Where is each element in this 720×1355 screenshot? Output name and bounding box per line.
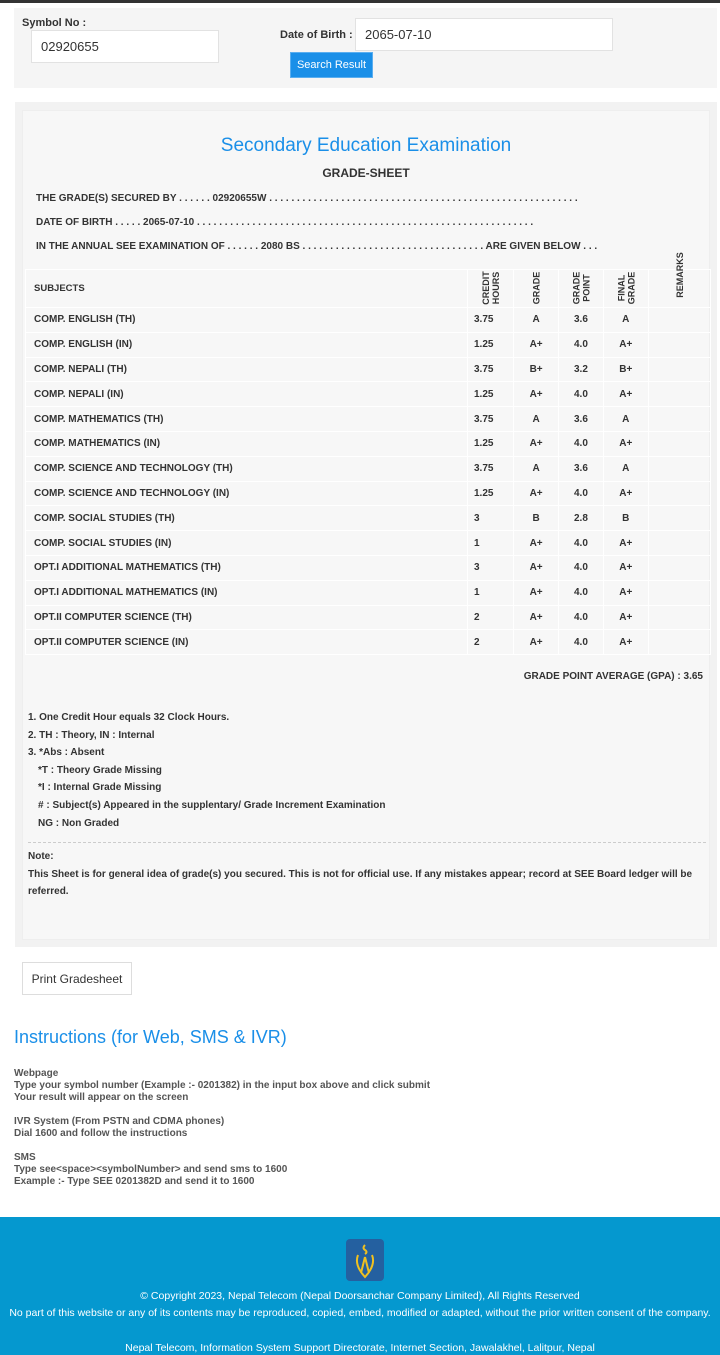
remarks — [648, 308, 710, 333]
note-item: 3. *Abs : Absent — [28, 747, 105, 759]
note-label: Note: — [28, 851, 54, 863]
grades-table — [25, 252, 711, 655]
grade: A+ — [514, 605, 559, 630]
print-gradesheet-button[interactable]: Print Gradesheet — [22, 962, 132, 995]
final-grade: B — [603, 506, 648, 531]
instruction-line: Your result will appear on the screen — [14, 1092, 189, 1103]
instruction-line: Webpage — [14, 1068, 59, 1079]
instruction-block — [14, 1152, 430, 1188]
credit-hours: 1.25 — [468, 332, 514, 357]
credit-hours: 1.25 — [468, 481, 514, 506]
table-row — [26, 407, 711, 432]
grade-point: 4.0 — [559, 580, 604, 605]
credit-hours: 3 — [468, 506, 514, 531]
column-header-label: REMARKS — [674, 252, 685, 298]
subject: COMP. SCIENCE AND TECHNOLOGY (IN) — [26, 481, 468, 506]
column-header — [603, 270, 648, 308]
grade: A+ — [514, 332, 559, 357]
instruction-line: IVR System (From PSTN and CDMA phones) — [14, 1116, 225, 1127]
final-grade: A — [603, 308, 648, 333]
subject: COMP. SCIENCE AND TECHNOLOGY (TH) — [26, 456, 468, 481]
grade: A+ — [514, 630, 559, 655]
grade: A — [514, 456, 559, 481]
instruction-line: Example :- Type SEE 0201382D and send it to 1600 — [14, 1176, 255, 1187]
column-header-label: FINAL GRADE — [615, 271, 636, 305]
nepal-telecom-logo-icon — [346, 1239, 384, 1281]
subject: COMP. MATHEMATICS (IN) — [26, 431, 468, 456]
final-grade: A+ — [603, 332, 648, 357]
remarks — [648, 407, 710, 432]
subject: OPT.II COMPUTER SCIENCE (IN) — [26, 630, 468, 655]
credit-hours: 1 — [468, 531, 514, 556]
credit-hours: 3.75 — [468, 456, 514, 481]
final-grade: A+ — [603, 580, 648, 605]
address: Nepal Telecom, Information System Support Directorate, Internet Section, Jawalakhel, Lalitpur, Nepal — [125, 1342, 595, 1354]
note-text: This Sheet is for general idea of grade(s) you secured. This is not for official use. If any mistakes appear; record at SEE Board ledger will be referred. — [28, 868, 693, 898]
remarks — [648, 332, 710, 357]
final-grade: A+ — [603, 555, 648, 580]
credit-hours: 1.25 — [468, 382, 514, 407]
grade-point: 4.0 — [559, 431, 604, 456]
grade: A+ — [514, 531, 559, 556]
subject: COMP. NEPALI (TH) — [26, 357, 468, 382]
note-item: *I : Internal Grade Missing — [38, 782, 162, 794]
instruction-block — [14, 1068, 430, 1104]
table-row — [26, 431, 711, 456]
final-grade: A — [603, 456, 648, 481]
table-row — [26, 630, 711, 655]
remarks — [648, 506, 710, 531]
table-row — [26, 382, 711, 407]
column-header — [468, 270, 514, 308]
final-grade: A+ — [603, 382, 648, 407]
instruction-line: Type your symbol number (Example :- 0201382) in the input box above and click submit — [14, 1080, 431, 1091]
top-bar — [0, 0, 720, 3]
grade-point: 4.0 — [559, 481, 604, 506]
note-item: # : Subject(s) Appeared in the supplentary/ Grade Increment Examination — [38, 799, 386, 811]
final-grade: B+ — [603, 357, 648, 382]
table-row — [26, 481, 711, 506]
instructions — [14, 1068, 430, 1200]
grade-point: 3.2 — [559, 357, 604, 382]
notes — [28, 709, 706, 901]
grade-point: 4.0 — [559, 531, 604, 556]
instruction-line: Dial 1600 and follow the instructions — [14, 1128, 188, 1139]
final-grade: A+ — [603, 431, 648, 456]
subject: OPT.I ADDITIONAL MATHEMATICS (TH) — [26, 555, 468, 580]
remarks — [648, 605, 710, 630]
credit-hours: 3.75 — [468, 308, 514, 333]
credit-hours: 2 — [468, 605, 514, 630]
table-row — [26, 555, 711, 580]
grade-point: 3.6 — [559, 407, 604, 432]
subject: OPT.I ADDITIONAL MATHEMATICS (IN) — [26, 580, 468, 605]
grade-point: 4.0 — [559, 605, 604, 630]
symbol-input[interactable]: 02920655 — [31, 30, 219, 63]
credit-hours: 2 — [468, 630, 514, 655]
grade: B — [514, 506, 559, 531]
table-row — [26, 332, 711, 357]
grade-point: 4.0 — [559, 555, 604, 580]
grade: A+ — [514, 431, 559, 456]
final-grade: A+ — [603, 481, 648, 506]
table-row — [26, 580, 711, 605]
remarks — [648, 481, 710, 506]
column-header-label: CREDIT HOURS — [480, 271, 501, 305]
table-row — [26, 456, 711, 481]
remarks — [648, 357, 710, 382]
subject: OPT.II COMPUTER SCIENCE (TH) — [26, 605, 468, 630]
secured-by-line: THE GRADE(S) SECURED BY . . . . . . 02920655W . . . . . . . . . . . . . . . . . . . . . . . . . . . . . . . . . . . . . . . . . . . . . . . . . . . . . . . . — [36, 193, 578, 204]
credit-hours: 1 — [468, 580, 514, 605]
remarks — [648, 456, 710, 481]
credit-hours: 3 — [468, 555, 514, 580]
instruction-line: Type see<space><symbolNumber> and send sms to 1600 — [14, 1164, 288, 1175]
grade: A+ — [514, 580, 559, 605]
grade-point: 2.8 — [559, 506, 604, 531]
table-row — [26, 506, 711, 531]
exam-line: IN THE ANNUAL SEE EXAMINATION OF . . . . . . 2080 BS . . . . . . . . . . . . . . . . . . . . . . . . . . . . . . . . . ARE GIVEN BELOW . . . — [36, 241, 598, 252]
search-result-button[interactable]: Search Result — [290, 52, 373, 78]
remarks — [648, 630, 710, 655]
note-item: *T : Theory Grade Missing — [38, 764, 162, 776]
credit-hours: 1.25 — [468, 431, 514, 456]
copyright: © Copyright 2023, Nepal Telecom (Nepal Doorsanchar Company Limited), All Rights Reserved — [140, 1290, 580, 1302]
grade: B+ — [514, 357, 559, 382]
column-header-label: GRADE — [531, 271, 542, 305]
grade: A+ — [514, 382, 559, 407]
remarks — [648, 531, 710, 556]
note-item: 1. One Credit Hour equals 32 Clock Hours. — [28, 712, 230, 723]
final-grade: A+ — [603, 531, 648, 556]
instruction-line: SMS — [14, 1152, 36, 1163]
grade-point: 4.0 — [559, 630, 604, 655]
grade: A — [514, 308, 559, 333]
subject: COMP. SOCIAL STUDIES (TH) — [26, 506, 468, 531]
remarks — [648, 382, 710, 407]
instructions-title: Instructions (for Web, SMS & IVR) — [14, 1027, 287, 1047]
subject: COMP. ENGLISH (IN) — [26, 332, 468, 357]
column-header-label: GRADE POINT — [570, 271, 591, 305]
column-header — [648, 252, 710, 308]
credit-hours: 3.75 — [468, 357, 514, 382]
grade-point: 4.0 — [559, 382, 604, 407]
instruction-block — [14, 1116, 430, 1140]
grade-sheet-heading: GRADE-SHEET — [322, 166, 410, 180]
grade: A+ — [514, 555, 559, 580]
table-row — [26, 357, 711, 382]
grade-point: 3.6 — [559, 456, 604, 481]
subject: COMP. SOCIAL STUDIES (IN) — [26, 531, 468, 556]
table-row — [26, 605, 711, 630]
footer — [0, 1217, 720, 1355]
subject: COMP. NEPALI (IN) — [26, 382, 468, 407]
gpa: GRADE POINT AVERAGE (GPA) : 3.65 — [523, 671, 703, 682]
notice: No part of this website or any of its contents may be reproduced, copied, embed, modified or adapted, without the prior written consent of the company. — [9, 1307, 711, 1319]
remarks — [648, 580, 710, 605]
remarks — [648, 555, 710, 580]
exam-title: Secondary Education Examination — [220, 135, 512, 156]
subject: COMP. MATHEMATICS (TH) — [26, 407, 468, 432]
final-grade: A — [603, 407, 648, 432]
symbol-label: Symbol No : — [22, 17, 87, 29]
grade-point: 4.0 — [559, 332, 604, 357]
grade-sheet — [15, 102, 717, 947]
column-header — [514, 270, 559, 308]
table-row — [26, 308, 711, 333]
dob-label: Date of Birth : — [280, 29, 353, 41]
subject: COMP. ENGLISH (TH) — [26, 308, 468, 333]
remarks — [648, 431, 710, 456]
column-header — [559, 270, 604, 308]
grade: A — [514, 407, 559, 432]
search-form — [14, 8, 717, 88]
dob-line: DATE OF BIRTH . . . . . 2065-07-10 . . . . . . . . . . . . . . . . . . . . . . . . . . . . . . . . . . . . . . . . . . . . . . . . . . . . . . . . . . . . . — [36, 217, 534, 228]
table-row — [26, 531, 711, 556]
credit-hours: 3.75 — [468, 407, 514, 432]
dob-input[interactable]: 2065-07-10 — [355, 18, 613, 51]
final-grade: A+ — [603, 605, 648, 630]
note-item: 2. TH : Theory, IN : Internal — [28, 729, 155, 741]
note-item: NG : Non Graded — [38, 817, 120, 829]
grade-point: 3.6 — [559, 308, 604, 333]
column-header: SUBJECTS — [26, 270, 468, 308]
final-grade: A+ — [603, 630, 648, 655]
grade: A+ — [514, 481, 559, 506]
